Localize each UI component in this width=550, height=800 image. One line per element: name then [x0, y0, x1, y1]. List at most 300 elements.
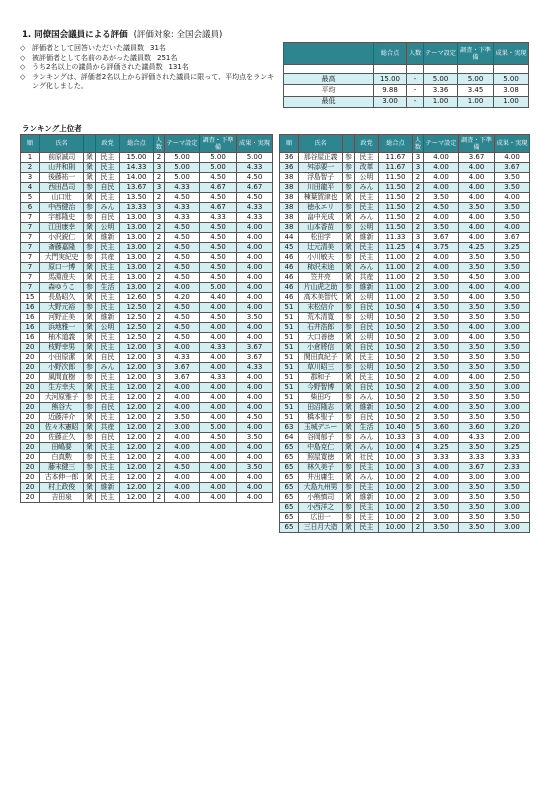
table-cell: 65: [280, 503, 299, 513]
table-cell: 44: [280, 233, 299, 243]
stats-spacer-cell: [284, 65, 374, 74]
table-cell: 7: [21, 253, 40, 263]
table-cell: 3.00: [424, 493, 459, 503]
table-cell: 4.00: [237, 223, 273, 233]
table-cell: 参: [343, 283, 355, 293]
table-cell: 4: [21, 183, 40, 193]
ranking-header-cell: 人数: [154, 135, 165, 153]
table-cell: 自民: [355, 343, 379, 353]
table-cell: 小川敏夫: [299, 253, 343, 263]
table-cell: 3.00: [495, 323, 530, 333]
table-cell: 4.00: [459, 323, 495, 333]
table-cell: 4.00: [200, 363, 237, 373]
table-row: [21, 233, 273, 243]
stats-header-cell: [284, 43, 374, 65]
table-cell: 4.00: [459, 333, 495, 343]
table-cell: 3.50: [424, 313, 459, 323]
table-row: [280, 213, 530, 223]
table-cell: 公明: [96, 223, 120, 233]
table-row: [21, 413, 273, 423]
table-cell: 10.33: [379, 433, 413, 443]
table-cell: 4.00: [237, 303, 273, 313]
table-cell: 12.00: [120, 363, 154, 373]
table-cell: 2: [413, 473, 424, 483]
table-cell: 10.50: [379, 373, 413, 383]
table-cell: 5.00: [200, 283, 237, 293]
ranking-header-cell: テーマ設定: [424, 135, 459, 153]
table-cell: 2: [413, 493, 424, 503]
page-title: [22, 28, 222, 40]
table-row: [280, 483, 530, 493]
table-cell: 田嶋要: [40, 443, 84, 453]
table-cell: 4: [413, 243, 424, 253]
table-cell: 13.00: [120, 283, 154, 293]
table-row: [280, 353, 530, 363]
table-cell: 衆: [343, 383, 355, 393]
table-cell: 2: [154, 413, 165, 423]
table-cell: 参: [343, 323, 355, 333]
table-cell: 4.33: [200, 373, 237, 383]
table-cell: 自民: [96, 433, 120, 443]
table-cell: 井出庸生: [299, 473, 343, 483]
table-cell: 民主: [355, 243, 379, 253]
table-cell: 14.33: [120, 163, 154, 173]
table-cell: 末松信介: [299, 303, 343, 313]
table-cell: 10.50: [379, 313, 413, 323]
table-cell: 3.60: [459, 423, 495, 433]
table-cell: 10.50: [379, 383, 413, 393]
table-cell: 2.50: [495, 373, 530, 383]
table-cell: 4.50: [200, 433, 237, 443]
table-cell: 4.00: [237, 423, 273, 433]
table-cell: 4.50: [200, 223, 237, 233]
ranking-header-cell: 人数: [413, 135, 424, 153]
table-cell: 参: [84, 403, 96, 413]
table-cell: 20: [21, 343, 40, 353]
table-row: [21, 173, 273, 183]
table-cell: 4.00: [237, 233, 273, 243]
table-cell: 11.50: [379, 183, 413, 193]
table-cell: 20: [21, 493, 40, 503]
table-cell: 4.00: [237, 293, 273, 303]
table-row: [21, 223, 273, 233]
table-cell: 民主: [355, 203, 379, 213]
table-cell: 大島九州男: [299, 483, 343, 493]
ranking-left-body: [21, 153, 273, 503]
ranking-header-cell: 順: [280, 135, 299, 153]
table-cell: 3.00: [424, 483, 459, 493]
table-cell: 4.50: [165, 323, 200, 333]
table-cell: 2: [154, 493, 165, 503]
table-cell: 林久美子: [299, 463, 343, 473]
table-cell: 3: [413, 463, 424, 473]
table-cell: 3: [21, 173, 40, 183]
table-cell: 4.00: [424, 403, 459, 413]
table-cell: 2: [413, 333, 424, 343]
table-row: [280, 503, 530, 513]
table-cell: 衆: [343, 453, 355, 463]
table-cell: 衆: [343, 443, 355, 453]
table-cell: 3.50: [424, 353, 459, 363]
table-cell: 3.00: [495, 403, 530, 413]
table-cell: 4.00: [200, 403, 237, 413]
table-cell: 7: [21, 243, 40, 253]
diamond-bullet-icon: ◇: [20, 63, 26, 72]
table-cell: 5.00: [165, 173, 200, 183]
table-cell: 衆: [84, 263, 96, 273]
table-row: [21, 433, 273, 443]
table-cell: 4.67: [200, 183, 237, 193]
table-cell: 3.50: [459, 513, 495, 523]
table-cell: 4.00: [459, 183, 495, 193]
table-cell: 2: [154, 193, 165, 203]
table-row: [280, 163, 530, 173]
table-row: [21, 403, 273, 413]
table-cell: 4.00: [200, 473, 237, 483]
ranking-table-left: [20, 134, 273, 503]
table-cell: 4.00: [200, 383, 237, 393]
table-cell: 2: [154, 253, 165, 263]
table-cell: 2: [154, 263, 165, 273]
table-cell: みん: [355, 393, 379, 403]
table-row: [280, 453, 530, 463]
table-cell: 西田昌司: [40, 183, 84, 193]
table-row: [21, 183, 273, 193]
table-row: [280, 183, 530, 193]
table-cell: 民主: [355, 353, 379, 363]
table-cell: 4.00: [424, 153, 459, 163]
table-cell: 20: [21, 413, 40, 423]
summary-text: [32, 63, 275, 73]
table-cell: 衆: [343, 493, 355, 503]
table-cell: 65: [280, 493, 299, 503]
table-cell: 3.50: [424, 293, 459, 303]
table-cell: 荒木清寛: [299, 313, 343, 323]
table-row: [280, 433, 530, 443]
table-cell: 3.67: [237, 343, 273, 353]
table-row: [21, 203, 273, 213]
table-cell: 4.50: [165, 333, 200, 343]
table-cell: 衆: [84, 383, 96, 393]
table-cell: 4.00: [424, 383, 459, 393]
table-cell: 4.00: [424, 463, 459, 473]
table-cell: 衆: [343, 333, 355, 343]
table-cell: 4.00: [424, 183, 459, 193]
table-cell: 4.00: [200, 493, 237, 503]
table-cell: 3.00: [495, 273, 530, 283]
table-cell: 1: [21, 153, 40, 163]
table-cell: 参: [84, 453, 96, 463]
table-cell: 51: [280, 353, 299, 363]
table-cell: 4.50: [165, 263, 200, 273]
table-cell: 65: [280, 463, 299, 473]
table-cell: 10.00: [379, 503, 413, 513]
table-cell: 10.00: [379, 513, 413, 523]
table-cell: 4.00: [459, 233, 495, 243]
table-cell: 社民: [355, 453, 379, 463]
table-cell: みん: [355, 263, 379, 273]
table-cell: 風間直樹: [40, 373, 84, 383]
table-cell: 衆: [84, 413, 96, 423]
table-cell: 3.50: [495, 413, 530, 423]
table-cell: 衆: [84, 483, 96, 493]
table-cell: 民主: [96, 333, 120, 343]
table-cell: 12.00: [120, 403, 154, 413]
table-cell: 3.50: [424, 503, 459, 513]
table-cell: 長島昭久: [40, 293, 84, 303]
table-cell: 4.00: [200, 333, 237, 343]
table-cell: 11.00: [379, 263, 413, 273]
table-cell: 公明: [355, 293, 379, 303]
table-cell: 舛添要一: [299, 163, 343, 173]
table-cell: 3.50: [237, 433, 273, 443]
table-cell: 自民: [355, 413, 379, 423]
table-cell: 4.00: [237, 263, 273, 273]
table-cell: 3.00: [424, 513, 459, 523]
table-cell: 3.50: [459, 253, 495, 263]
table-cell: 2: [154, 153, 165, 163]
table-cell: 10.50: [379, 413, 413, 423]
table-cell: 38: [280, 173, 299, 183]
stats-cell: 5.00: [458, 74, 494, 85]
table-cell: 民主: [96, 293, 120, 303]
summary-value: 31名: [150, 44, 166, 52]
table-cell: 参: [84, 303, 96, 313]
table-row: [280, 153, 530, 163]
table-row: [280, 273, 530, 283]
table-cell: 5: [21, 193, 40, 203]
table-cell: 51: [280, 403, 299, 413]
table-cell: 佐々木憲昭: [40, 423, 84, 433]
table-cell: 小西洋之: [299, 503, 343, 513]
summary-line: [20, 73, 275, 92]
table-cell: 4.00: [424, 213, 459, 223]
table-cell: 衆: [84, 333, 96, 343]
table-cell: 谷岡郁子: [299, 433, 343, 443]
table-cell: 3.00: [495, 503, 530, 513]
table-cell: 参: [84, 363, 96, 373]
table-cell: 51: [280, 343, 299, 353]
stats-cell: 5.00: [424, 74, 458, 85]
table-cell: 3: [154, 373, 165, 383]
table-cell: 4.00: [200, 453, 237, 463]
table-row: [21, 213, 273, 223]
table-cell: 51: [280, 413, 299, 423]
stats-cell: 1.00: [424, 96, 458, 107]
table-cell: 民主: [96, 243, 120, 253]
table-cell: 2: [154, 233, 165, 243]
table-cell: 村上政俊: [40, 483, 84, 493]
table-cell: 13.50: [120, 193, 154, 203]
table-cell: 民主: [96, 303, 120, 313]
table-cell: 維新: [96, 313, 120, 323]
table-cell: 65: [280, 453, 299, 463]
table-cell: 16: [21, 333, 40, 343]
table-cell: 51: [280, 373, 299, 383]
table-cell: 3.20: [495, 423, 530, 433]
table-cell: 民主: [96, 473, 120, 483]
table-cell: 3.33: [495, 453, 530, 463]
table-cell: 13.00: [120, 243, 154, 253]
table-cell: 15.00: [120, 153, 154, 163]
table-row: [280, 173, 530, 183]
table-cell: 5.00: [237, 153, 273, 163]
stats-spacer-cell: [494, 65, 529, 74]
table-cell: 5: [154, 293, 165, 303]
table-cell: 参: [343, 513, 355, 523]
stats-header-cell: 人数: [407, 43, 424, 65]
ranking-header-cell: [84, 135, 96, 153]
table-cell: 2: [413, 413, 424, 423]
table-row: [280, 383, 530, 393]
table-cell: 4.00: [200, 353, 237, 363]
table-cell: 3.50: [424, 413, 459, 423]
table-cell: 6: [21, 203, 40, 213]
table-cell: 4.33: [459, 433, 495, 443]
table-cell: 民主: [96, 393, 120, 403]
table-cell: 10.50: [379, 333, 413, 343]
table-cell: 20: [21, 353, 40, 363]
table-cell: 5.00: [200, 423, 237, 433]
table-cell: 5.00: [165, 153, 200, 163]
table-cell: 中西健治: [40, 203, 84, 213]
table-cell: 46: [280, 273, 299, 283]
table-cell: 10.00: [379, 463, 413, 473]
table-cell: 吉田泉: [40, 493, 84, 503]
table-cell: 12.00: [120, 413, 154, 423]
table-cell: 4.00: [200, 323, 237, 333]
table-cell: 2: [413, 293, 424, 303]
table-cell: 4.50: [200, 233, 237, 243]
table-cell: 3.50: [495, 173, 530, 183]
table-cell: 参: [343, 313, 355, 323]
table-cell: 公明: [355, 363, 379, 373]
table-cell: 2: [413, 393, 424, 403]
table-cell: 2: [154, 303, 165, 313]
table-cell: 衆: [343, 243, 355, 253]
table-cell: 3: [154, 183, 165, 193]
table-cell: 参: [343, 463, 355, 473]
diamond-bullet-icon: ◇: [20, 44, 26, 52]
table-cell: 民主: [96, 463, 120, 473]
table-cell: 4.00: [495, 223, 530, 233]
stats-cell: -: [407, 96, 424, 107]
table-cell: 郡和子: [299, 373, 343, 383]
table-cell: 民主: [96, 153, 120, 163]
table-cell: 11.00: [379, 283, 413, 293]
table-cell: 自民: [96, 403, 120, 413]
table-cell: 4.50: [165, 273, 200, 283]
table-cell: 12.50: [120, 323, 154, 333]
table-cell: 38: [280, 223, 299, 233]
table-cell: 11.00: [379, 273, 413, 283]
table-row: [280, 293, 530, 303]
table-cell: 3.67: [165, 363, 200, 373]
table-cell: 参: [343, 433, 355, 443]
ranking-right-header-row: [280, 135, 530, 153]
table-row: [21, 163, 273, 173]
stats-row-label: 最高: [284, 74, 374, 85]
table-cell: 維新: [355, 493, 379, 503]
table-cell: 4.50: [237, 173, 273, 183]
table-cell: 参: [343, 223, 355, 233]
table-row: [280, 283, 530, 293]
table-cell: 3.50: [459, 523, 495, 533]
table-row: [280, 403, 530, 413]
table-cell: 近藤洋介: [40, 413, 84, 423]
table-cell: 民主: [355, 193, 379, 203]
table-cell: 10.00: [379, 493, 413, 503]
ranking-header-cell: 順: [21, 135, 40, 153]
table-cell: 小沢鋭仁: [40, 233, 84, 243]
table-row: [21, 493, 273, 503]
table-cell: 46: [280, 283, 299, 293]
table-cell: 3.00: [424, 333, 459, 343]
table-row: [21, 383, 273, 393]
table-cell: 衆: [84, 353, 96, 363]
table-cell: 12.50: [120, 333, 154, 343]
table-row: [280, 473, 530, 483]
table-cell: 10.00: [379, 523, 413, 533]
ranking-right-body: [280, 153, 530, 533]
table-cell: 2: [154, 423, 165, 433]
table-cell: 維新: [355, 283, 379, 293]
table-cell: 4.50: [165, 253, 200, 263]
table-cell: 大野元裕: [40, 303, 84, 313]
table-cell: 2: [413, 273, 424, 283]
table-cell: 4.00: [165, 393, 200, 403]
table-cell: 民主: [96, 413, 120, 423]
table-cell: 民主: [96, 443, 120, 453]
table-cell: 自民: [96, 213, 120, 223]
table-cell: 2: [413, 503, 424, 513]
table-cell: 柴田巧: [299, 393, 343, 403]
ranking-header-cell: 氏名: [40, 135, 84, 153]
table-cell: 12.00: [120, 493, 154, 503]
table-cell: 13.00: [120, 213, 154, 223]
table-cell: 38: [280, 213, 299, 223]
table-cell: 38: [280, 183, 299, 193]
table-cell: 大河原雅子: [40, 393, 84, 403]
table-cell: 参: [343, 253, 355, 263]
table-cell: 16: [21, 323, 40, 333]
table-cell: 10.00: [379, 443, 413, 453]
table-cell: 20: [21, 373, 40, 383]
table-cell: 那谷屋正義: [299, 153, 343, 163]
ranking-header-cell: テーマ設定: [165, 135, 200, 153]
table-cell: 65: [280, 513, 299, 523]
table-row: [21, 423, 273, 433]
table-cell: 11.50: [379, 203, 413, 213]
table-cell: 4.00: [165, 283, 200, 293]
table-cell: 山井和則: [40, 163, 84, 173]
table-row: [280, 323, 530, 333]
table-cell: 維新: [355, 403, 379, 413]
table-cell: 衆: [84, 233, 96, 243]
table-cell: 13.00: [120, 223, 154, 233]
table-cell: 参: [343, 503, 355, 513]
table-cell: 4.00: [424, 173, 459, 183]
table-cell: 13.00: [120, 263, 154, 273]
table-cell: 3.67: [459, 463, 495, 473]
table-cell: 12.50: [120, 303, 154, 313]
table-cell: 12.00: [120, 443, 154, 453]
table-cell: 3.00: [495, 473, 530, 483]
table-cell: 小倉將信: [299, 343, 343, 353]
table-cell: 2: [154, 463, 165, 473]
table-cell: 3.60: [424, 423, 459, 433]
table-row: [21, 353, 273, 363]
